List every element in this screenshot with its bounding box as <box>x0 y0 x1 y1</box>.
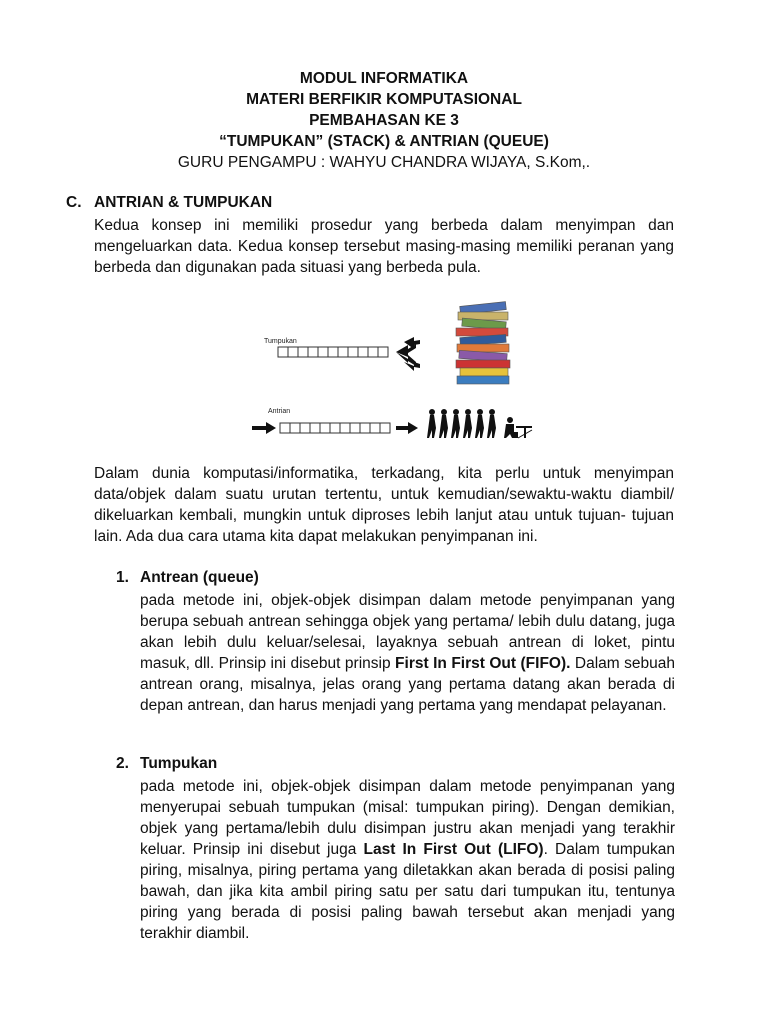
module-title: MODUL INFORMATIKA <box>299 70 469 87</box>
fifo-term: First In First Out (FIFO). <box>395 655 571 672</box>
book-stack-icon <box>456 302 510 384</box>
stack-label: Tumpukan <box>264 338 297 345</box>
intro-paragraph: Kedua konsep ini memiliki prosedur yang berbeda dalam menyimpan dan mengeluarkan data. Kedua konsep tersebut masing-masing memiliki peranan yang berbeda dan digunakan pada situasi yang berbeda pula. <box>94 217 674 276</box>
queue-heading <box>116 569 259 587</box>
queue-text-after: Dalam sebuah antrean orang, misalnya, jelas orang yang pertama datang akan berada di depan antrean, dan harus menjadi yang pertama yang mendapat pelayanan. <box>140 655 675 714</box>
material-title: MATERI BERFIKIR KOMPUTASIONAL <box>246 91 522 108</box>
queue-text-before: pada metode ini, objek-objek disimpan dalam metode penyimpanan yang berupa sebuah antrean sehingga objek yang pertama/ lebih dulu datang, juga akan lebih dulu keluar/selesai, layaknya sebuah antrean di loket, pintu masuk, dll. Prinsip ini disebut prinsip <box>140 592 675 672</box>
section-letter: C. <box>66 194 82 211</box>
stack-arrows-icon <box>396 337 420 371</box>
queue-title: Antrean (queue) <box>140 569 259 586</box>
stack-title: Tumpukan <box>140 755 218 772</box>
lifo-term: Last In First Out (LIFO) <box>363 841 544 858</box>
storage-paragraph: Dalam dunia komputasi/informatika, terkadang, kita perlu untuk menyimpan data/objek dalam suatu urutan tertentu, untuk kemudian/sewaktu-waktu diambil/ dikeluarkan kembali, mungkin untuk diproses lebih lanjut atau untuk tujuan- tujuan lain. Ada dua cara utama kita dapat melakukan penyimpanan ini. <box>94 465 674 545</box>
stack-cells <box>278 347 388 357</box>
teacher-line: GURU PENGAMPU : WAHYU CHANDRA WIJAYA, S.Kom,. <box>177 154 591 171</box>
queue-exit-arrow-icon <box>396 422 418 434</box>
queue-entry-arrow-icon <box>252 422 276 434</box>
people-queue-icon <box>427 409 532 438</box>
stack-queue-illustration <box>248 300 538 448</box>
topic-title: “TUMPUKAN” (STACK) & ANTRIAN (QUEUE) <box>219 133 549 150</box>
stack-description <box>140 776 675 944</box>
section-heading <box>66 194 272 212</box>
queue-description <box>140 590 675 716</box>
stack-text-after: . Dalam tumpukan piring, misalnya, piring pertama yang diletakkan akan berada di posisi paling bawah, dan jika kita ambil piring satu per satu dari tumpukan itu, tentunya piring yang berada di posisi paling bawah tersebut akan menjadi yang terakhir diambil. <box>140 841 675 942</box>
session-title: PEMBAHASAN KE 3 <box>309 112 459 129</box>
stack-heading <box>116 755 217 773</box>
queue-label: Antrian <box>268 408 291 415</box>
queue-cells <box>280 423 390 433</box>
stack-number: 2. <box>116 755 129 772</box>
queue-number: 1. <box>116 569 129 586</box>
section-title: ANTRIAN & TUMPUKAN <box>94 194 273 211</box>
illustration-graphic <box>248 300 538 448</box>
document-header <box>0 68 768 173</box>
stack-text-before: pada metode ini, objek-objek disimpan dalam metode penyimpanan yang menyerupai sebuah tumpukan (misal: tumpukan piring). Dengan demikian, objek yang pertama/lebih dulu disimpan justru akan menjadi yang terakhir keluar. Prinsip ini disebut juga <box>140 778 675 858</box>
